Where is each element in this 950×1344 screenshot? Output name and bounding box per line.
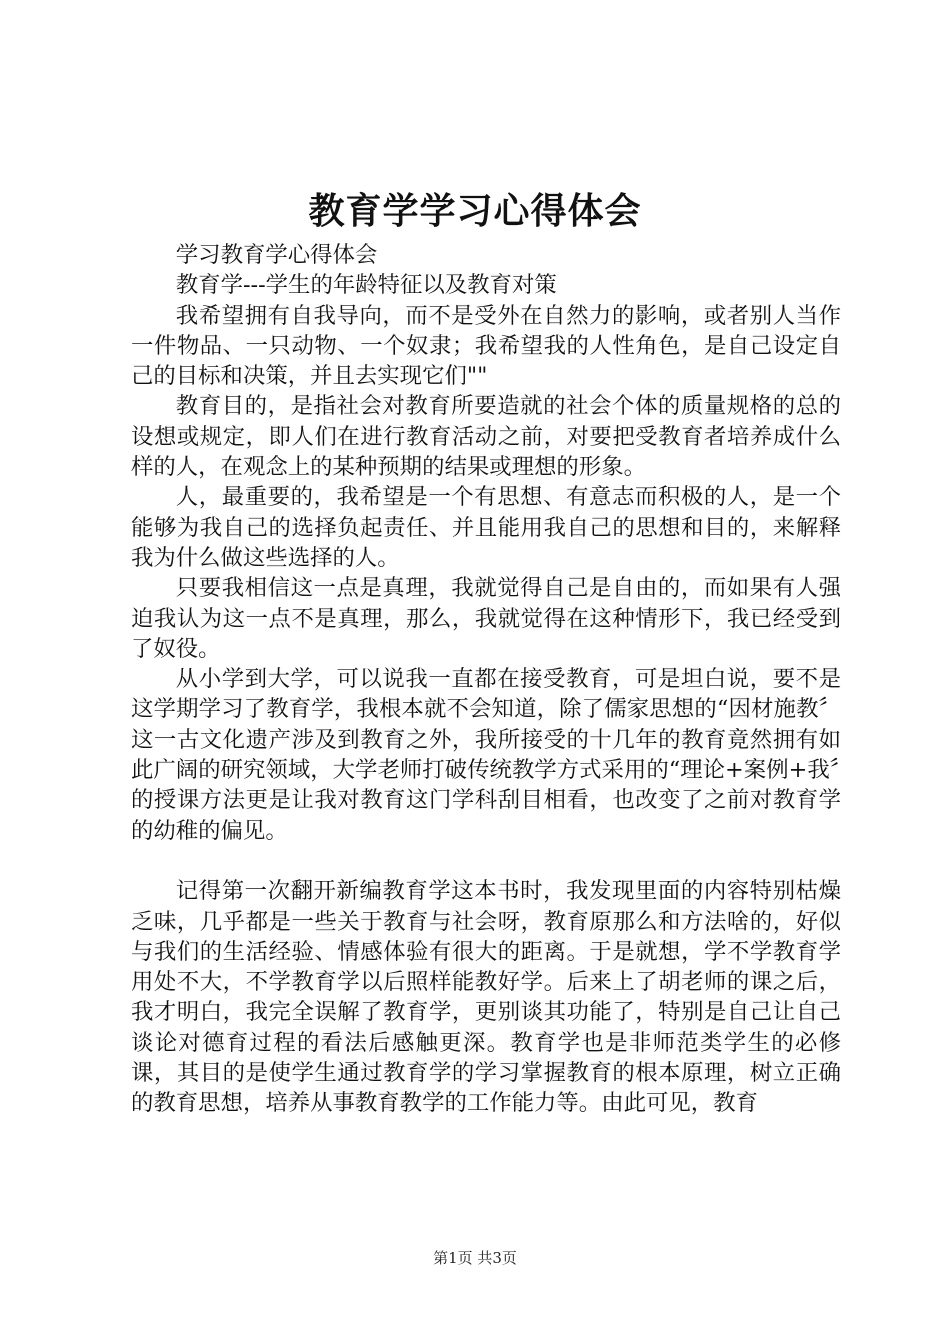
paragraph: 教育目的，是指社会对教育所要造就的社会个体的质量规格的总的设想或规定，即人们在进行教育活动之前，对要把受教育者培养成什么样的人，在观念上的某种预期的结果或理想的形象。 xyxy=(131,393,841,481)
page-footer: 第1页 共3页 xyxy=(433,1249,517,1267)
paragraph: 人，最重要的，我希望是一个有思想、有意志而积极的人，是一个能够为我自己的选择负起责任、并且能用我自己的思想和目的，来解释我为什么做这些选择的人。 xyxy=(131,484,841,571)
paragraph: 只要我相信这一点是真理，我就觉得自己是自由的，而如果有人强迫我认为这一点不是真理，那么，我就觉得在这种情形下，我已经受到了奴役。 xyxy=(131,575,841,662)
paragraph-topic: 教育学---学生的年龄特征以及教育对策 xyxy=(175,272,557,299)
document-body xyxy=(131,240,841,1119)
paragraph: 记得第一次翻开新编教育学这本书时，我发现里面的内容特别枯燥乏味，几乎都是一些关于教育与社会呀，教育原那么和方法啥的，好似与我们的生活经验、情感体验有很大的距离。于是就想，学不学教育学用处不大，不学教育学以后照样能教好学。后来上了胡老师的课之后，我才明白，我完全误解了教育学，更别谈其功能了，特别是自己让自己谈论对德育过程的看法后感触更深。教育学也是非师范类学生的必修课，其目的是使学生通过教育学的学习掌握教育的根本原理，树立正确的教育思想，培养从事教育教学的工作能力等。由此可见，教育 xyxy=(131,878,841,1117)
paragraph: 从小学到大学，可以说我一直都在接受教育，可是坦白说，要不是这学期学习了教育学，我根本就不会知道，除了儒家思想的“因材施教〞这一古文化遗产涉及到教育之外，我所接受的十几年的教育竟然拥有如此广阔的研究领域，大学老师打破传统教学方式采用的“理论+案例+我〞的授课方法更是让我对教育这门学科刮目相看，也改变了之前对教育学的幼稚的偏见。 xyxy=(131,666,841,844)
document-title: 教育学学习心得体会 xyxy=(308,190,642,232)
paragraph-subtitle: 学习教育学心得体会 xyxy=(175,242,378,268)
paragraph: 我希望拥有自我导向，而不是受外在自然力的影响，或者别人当作一件物品、一只动物、一个奴隶；我希望我的人性角色，是自己设定自己的目标和决策，并且去实现它们"" xyxy=(131,302,841,390)
